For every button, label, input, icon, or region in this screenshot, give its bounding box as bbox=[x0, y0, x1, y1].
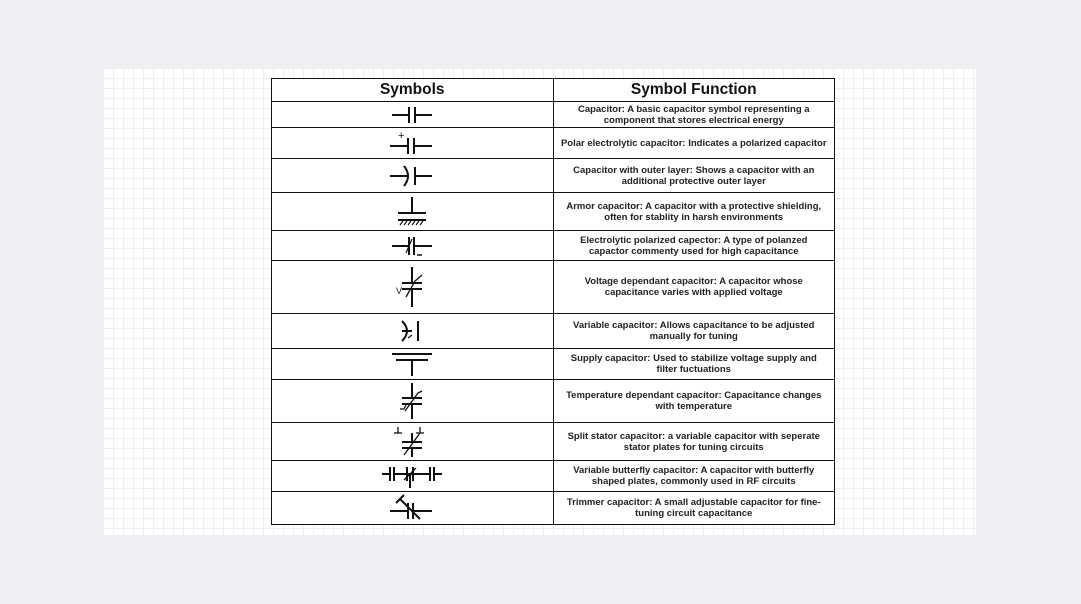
function-cell: Armor capacitor: A capacitor with a protective shielding, often for stablity in harsh environments bbox=[553, 193, 835, 231]
symbol-cell bbox=[272, 193, 554, 231]
table-row bbox=[272, 159, 835, 193]
function-cell: Temperature dependant capacitor: Capacitance changes with temperature bbox=[553, 380, 835, 423]
symbol-cell bbox=[272, 380, 554, 423]
symbol-cell bbox=[272, 492, 554, 525]
table-row bbox=[272, 492, 835, 525]
function-cell: Voltage dependant capacitor: A capacitor whose capacitance varies with applied voltage bbox=[553, 261, 835, 314]
symbol-cell bbox=[272, 128, 554, 159]
voltage-mark: V bbox=[396, 286, 403, 296]
plus-mark: + bbox=[398, 130, 405, 142]
function-cell: Capacitor with outer layer: Shows a capacitor with an additional protective outer layer bbox=[553, 159, 835, 193]
header-symbol-function: Symbol Function bbox=[553, 79, 835, 102]
symbol-cell bbox=[272, 102, 554, 128]
variable-capacitor-icon bbox=[382, 316, 442, 346]
table-row bbox=[272, 314, 835, 349]
symbol-cell bbox=[272, 349, 554, 380]
voltage-dependant-capacitor-icon bbox=[382, 263, 442, 311]
polar-electrolytic-capacitor-icon bbox=[382, 129, 442, 157]
table-row bbox=[272, 349, 835, 380]
header-symbols: Symbols bbox=[272, 79, 554, 102]
function-cell: Polar electrolytic capacitor: Indicates a polarized capacitor bbox=[553, 128, 835, 159]
split-stator-capacitor-icon bbox=[382, 425, 442, 459]
function-cell: Electrolytic polarized capector: A type of polanzed capactor commenty used for high capacitance bbox=[553, 231, 835, 261]
temperature-dependant-capacitor-icon bbox=[382, 381, 442, 421]
armor-capacitor-icon bbox=[382, 195, 442, 229]
variable-butterfly-capacitor-icon bbox=[380, 462, 444, 490]
table-header-row bbox=[272, 79, 835, 102]
table-row bbox=[272, 423, 835, 461]
function-cell: Trimmer capacitor: A small adjustable capacitor for fine-tuning circuit capacitance bbox=[553, 492, 835, 525]
symbol-cell bbox=[272, 423, 554, 461]
capacitor-outer-layer-icon bbox=[382, 161, 442, 191]
symbol-cell bbox=[272, 261, 554, 314]
capacitor-icon bbox=[382, 104, 442, 126]
capacitor-symbols-table bbox=[271, 78, 835, 525]
table-row bbox=[272, 128, 835, 159]
function-cell: Split stator capacitor: a variable capacitor with seperate stator plates for tuning circuits bbox=[553, 423, 835, 461]
table-row bbox=[272, 102, 835, 128]
function-cell: Variable butterfly capacitor: A capacitor with butterfly shaped plates, commonly used in RF circuits bbox=[553, 461, 835, 492]
supply-capacitor-icon bbox=[382, 350, 442, 378]
function-cell: Variable capacitor: Allows capacitance to be adjusted manually for tuning bbox=[553, 314, 835, 349]
symbol-cell bbox=[272, 231, 554, 261]
table-row bbox=[272, 193, 835, 231]
trimmer-capacitor-icon bbox=[382, 493, 442, 523]
table-row bbox=[272, 261, 835, 314]
function-cell: Capacitor: A basic capacitor symbol representing a component that stores electrical energy bbox=[553, 102, 835, 128]
table-row bbox=[272, 380, 835, 423]
symbol-cell bbox=[272, 314, 554, 349]
symbol-cell bbox=[272, 159, 554, 193]
symbol-cell bbox=[272, 461, 554, 492]
electrolytic-polarized-capacitor-icon bbox=[382, 233, 442, 259]
table-row bbox=[272, 461, 835, 492]
function-cell: Supply capacitor: Used to stabilize voltage supply and filter fuctuations bbox=[553, 349, 835, 380]
table-row bbox=[272, 231, 835, 261]
